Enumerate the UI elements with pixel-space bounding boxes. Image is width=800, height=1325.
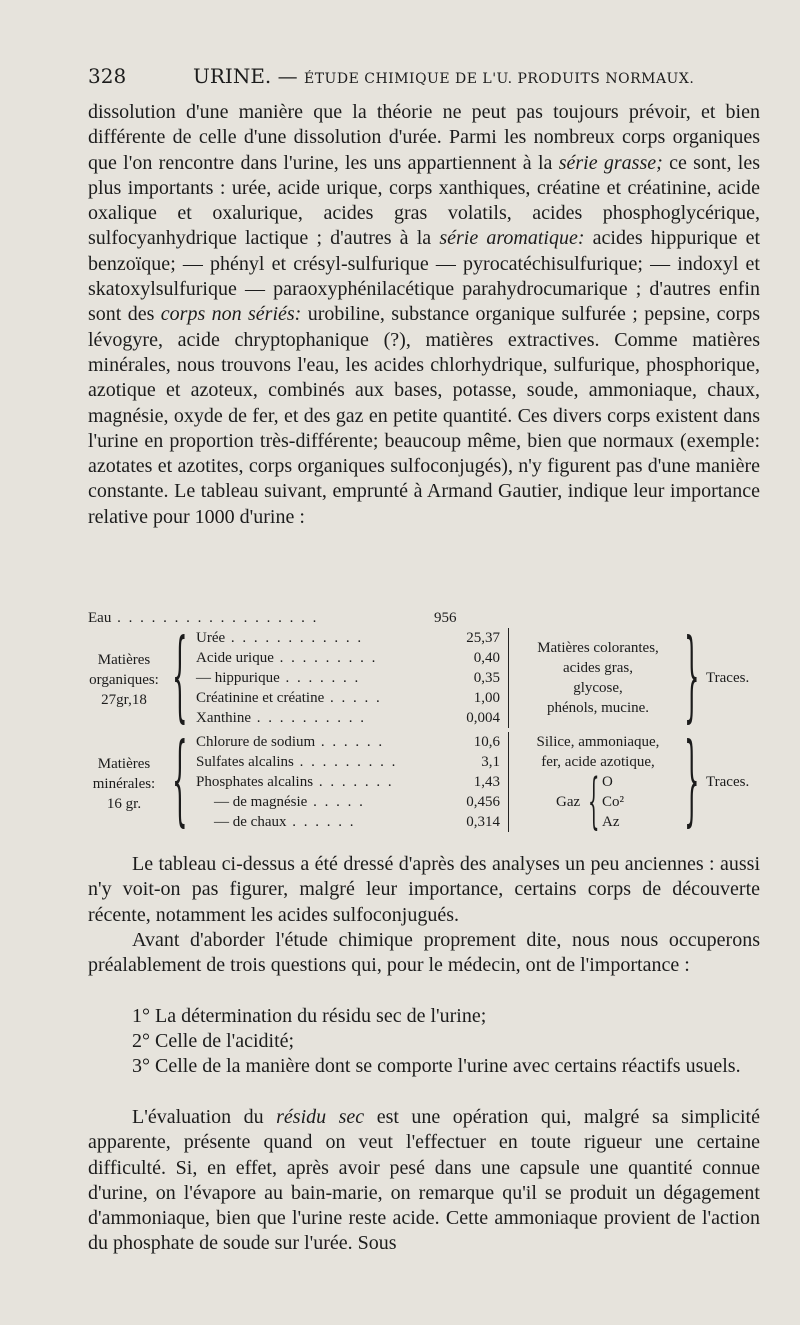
mineral-row-name: — de chaux . . . . . . — [214, 814, 356, 830]
mineral-traces-label: Traces. — [706, 774, 750, 790]
italic-run: résidu sec — [276, 1106, 365, 1128]
mineral-row-value: 1,43 — [473, 774, 500, 790]
paragraph-3: Avant d'aborder l'étude chimique proprement dite, nous nous occuperons préalablement de trois questions qui, pour le médecin, ont de l'importance : — [88, 929, 760, 977]
italic-run: série aromatique: — [439, 227, 585, 250]
mineral-row-name: — de magnésie . . . . . — [214, 794, 365, 810]
organic-row-value: 0,004 — [466, 710, 500, 726]
mineral-brace: { — [172, 723, 188, 837]
organic-traces-list: Matières colorantes, acides gras, glycose, phénols, mucine. — [537, 640, 659, 716]
mineral-row-value: 0,314 — [466, 814, 500, 830]
text-run: est une opération qui, malgré sa simplicité apparente, présente quand on veut l'effectuer en toute rigueur une certaine difficulté. Si, en effet, après avoir pesé dans une capsule une quantité connue d'urine, on l'évapore au bain-marie, on remarque qu'il se produit un dégagement d'ammoniaque, bien que l'urine reste acide. Cette ammoniaque provient de l'action du phosphate de soude sur l'urée. Sous — [88, 1106, 760, 1255]
organic-row-name: Urée . . . . . . . . . . . . — [196, 630, 364, 646]
running-title — [193, 64, 694, 88]
eau-value: 956 — [434, 610, 457, 626]
gaz-label: Gaz — [556, 794, 581, 810]
organic-traces-brace: } — [684, 619, 700, 733]
organic-row-name: Acide urique . . . . . . . . . — [196, 650, 378, 666]
organic-group-label: Matières organiques: 27gr,18 — [89, 652, 159, 708]
mineral-row-name: Phosphates alcalins . . . . . . . — [196, 774, 394, 790]
italic-run: série grasse; — [558, 151, 663, 174]
mineral-group-label: Matières minérales: 16 gr. — [92, 756, 156, 812]
mineral-row-name: Sulfates alcalins . . . . . . . . . — [196, 754, 398, 770]
paragraph-2: Le tableau ci-dessus a été dressé d'après des analyses un peu anciennes : aussi n'y voit-on pas figurer, malgré leur importance, certains corps de découverte récente, notamment les acides sulfoconjugués. — [88, 853, 760, 926]
list-item: 1° La détermination du résidu sec de l'urine; — [132, 1005, 487, 1027]
organic-row-value: 0,40 — [473, 650, 500, 666]
organic-row-value: 0,35 — [473, 670, 500, 686]
eau-label: Eau . . . . . . . . . . . . . . . . . . — [88, 610, 319, 626]
text-run: dissolution d'une manière que la théorie ne peut pas toujours prévoir, et bien différente de celle d'une dissolution d'urée. Parmi les nombreux corps organiques que l'on rencontre dans l'urine, les uns appartiennent à la — [88, 101, 760, 174]
page-number: 328 — [88, 64, 127, 88]
text-run: L'évaluation du — [132, 1106, 277, 1128]
organic-row-value: 1,00 — [473, 690, 500, 706]
organic-row-name: Créatinine et créatine . . . . . — [196, 690, 382, 706]
running-header — [88, 64, 760, 94]
mineral-traces-brace: } — [684, 723, 700, 837]
organic-row-name: — hippurique . . . . . . . — [196, 670, 361, 686]
text-run: acides hippurique et benzoïque; — phényl et crésyl-sulfurique — pyrocatéchisulfurique; — indoxyl et skatoxylsulfurique — paraoxyphénilacétique parahydrocumarique ; d'autres enfin sont des — [88, 227, 761, 326]
paragraph-1 — [88, 100, 760, 530]
text-run: ce sont, les plus importants : urée, acide urique, corps xanthiques, créatine et créatinine, acide oxalique et oxalurique, acides gras volatils, acides phosphoglycérique, sulfocyanhydrique lactique ; d'autres à la — [88, 151, 761, 250]
mineral-row-value: 0,456 — [466, 794, 500, 810]
mineral-row-value: 3,1 — [481, 754, 500, 770]
list-item: 2° Celle de l'acidité; — [132, 1030, 295, 1052]
mineral-row-name: Chlorure de sodium . . . . . . — [196, 734, 385, 750]
column-divider — [508, 628, 509, 728]
gaz-items: O Co² Az — [602, 774, 625, 830]
chapter-subtitle: ÉTUDE CHIMIQUE DE L'U. PRODUITS NORMAUX. — [304, 71, 695, 87]
composition-table — [88, 604, 760, 837]
organic-traces-label: Traces. — [706, 670, 750, 686]
list-item: 3° Celle de la manière dont se comporte l'urine avec certains réactifs usuels. — [132, 1055, 741, 1077]
column-divider — [508, 732, 509, 832]
mineral-traces-list: Silice, ammoniaque, fer, acide azotique, — [536, 734, 660, 770]
italic-run: corps non sériés: — [160, 303, 302, 326]
chapter-title: URINE. — [193, 64, 272, 88]
gaz-brace: { — [588, 766, 600, 836]
header-dash: — — [277, 64, 298, 88]
paragraph-4 — [88, 1105, 760, 1257]
organic-row-value: 25,37 — [466, 630, 500, 646]
text-run: urobiline, substance organique sulfurée ; pepsine, corps lévogyre, acide chryptophanique (?), matières extractives. Comme matières minérales, nous trouvons l'eau, les acides chlorhydrique, sulfurique, phosphorique, azotique et azoteux, combinés aux bases, potasse, soude, ammoniaque, chaux, magnésie, oxyde de fer, et des gaz en petite quantité. Ces divers corps existent dans l'urine en proportion très-différente; beaucoup même, bien que normaux (exemple: azotates et azotites, corps organiques sulfoconjugés), n'y figurent pas d'une manière constante. Le tableau suivant, emprunté à Armand Gautier, indique leur importance relative pour 1000 d'urine : — [88, 303, 760, 528]
mineral-row-value: 10,6 — [473, 734, 500, 750]
organic-brace: { — [172, 619, 188, 733]
organic-row-name: Xanthine . . . . . . . . . . — [196, 710, 366, 726]
